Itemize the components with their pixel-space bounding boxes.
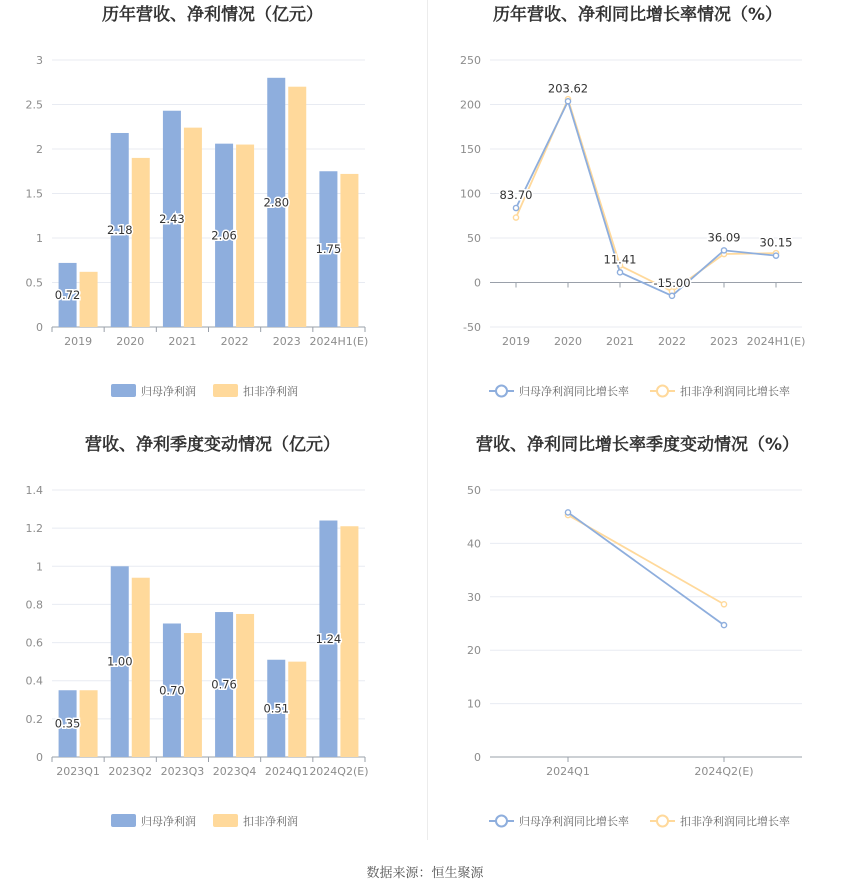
y-tick-label: 2 bbox=[36, 143, 43, 156]
legend-label: 归母净利润同比增长率 bbox=[519, 385, 629, 398]
bar-deducted-net-profit bbox=[340, 174, 358, 327]
y-tick-label: 150 bbox=[460, 143, 481, 156]
x-tick-label: 2023 bbox=[272, 335, 301, 348]
x-tick-label: 2020 bbox=[554, 335, 582, 348]
legend-swatch-marker bbox=[496, 386, 507, 397]
bar-data-label: 1.00 bbox=[106, 654, 133, 669]
y-tick-label: 3 bbox=[36, 54, 43, 67]
legend-swatch bbox=[213, 814, 238, 827]
x-tick-label: 2022 bbox=[220, 335, 249, 348]
point-deducted-growth bbox=[513, 215, 518, 220]
y-tick-label: 0 bbox=[474, 751, 481, 764]
y-tick-label: 0.2 bbox=[25, 712, 43, 726]
bar-data-label: 0.76 bbox=[211, 677, 237, 692]
chart-title: 营收、净利季度变动情况（亿元） bbox=[85, 435, 340, 455]
bar-data-label: 0.70 bbox=[159, 683, 185, 698]
bar-data-label: 1.75 bbox=[315, 242, 342, 257]
point-attributable-growth bbox=[565, 99, 570, 104]
bar-data-label: 2.80 bbox=[263, 195, 290, 210]
bar-deducted-net-profit bbox=[340, 526, 358, 757]
y-tick-label: 2.5 bbox=[25, 98, 43, 112]
bar-deducted-net-profit bbox=[236, 145, 254, 327]
legend-swatch-marker bbox=[657, 386, 668, 397]
y-tick-label: 200 bbox=[460, 98, 481, 112]
bar-deducted-net-profit bbox=[184, 633, 202, 757]
y-tick-label: 0.4 bbox=[25, 674, 43, 688]
x-tick-label: 2023 bbox=[710, 335, 738, 348]
bar-deducted-net-profit bbox=[288, 87, 306, 327]
y-tick-label: -50 bbox=[463, 321, 481, 334]
x-tick-label: 2021 bbox=[168, 335, 197, 348]
y-tick-label: 0 bbox=[36, 321, 43, 334]
y-tick-label: 0.6 bbox=[25, 636, 43, 650]
chart-title: 历年营收、净利情况（亿元） bbox=[102, 5, 323, 25]
x-tick-label: 2024H1(E) bbox=[746, 335, 806, 348]
x-tick-label: 2020 bbox=[116, 335, 145, 348]
line-data-label: 11.41 bbox=[603, 252, 637, 267]
y-tick-label: 50 bbox=[467, 484, 481, 497]
y-tick-label: 50 bbox=[467, 232, 481, 245]
point-attributable-growth bbox=[721, 623, 726, 628]
line-data-label: 83.70 bbox=[499, 188, 533, 203]
x-tick-label: 2024Q1 bbox=[546, 765, 590, 778]
line-data-label: 36.09 bbox=[707, 230, 741, 245]
x-tick-label: 2024H1(E) bbox=[309, 335, 369, 348]
chart-title: 历年营收、净利同比增长率情况（%） bbox=[492, 5, 783, 25]
point-attributable-growth bbox=[773, 253, 778, 258]
y-tick-label: 40 bbox=[467, 537, 481, 551]
point-deducted-growth bbox=[721, 602, 726, 607]
bar-deducted-net-profit bbox=[184, 128, 202, 327]
quarterly-growth-line-chart bbox=[425, 430, 850, 860]
legend-swatch bbox=[111, 384, 136, 397]
y-tick-label: 250 bbox=[460, 54, 481, 67]
data-source-note: 数据来源：恒生聚源 bbox=[366, 866, 484, 881]
legend-swatch bbox=[111, 814, 136, 827]
point-attributable-growth bbox=[669, 293, 674, 298]
y-tick-label: 1 bbox=[36, 560, 43, 574]
quarterly-profit-bar-svg bbox=[0, 430, 425, 860]
bar-deducted-net-profit bbox=[236, 614, 254, 757]
point-attributable-growth bbox=[565, 510, 570, 515]
y-tick-label: 0 bbox=[474, 276, 481, 290]
x-tick-label: 2019 bbox=[502, 335, 530, 348]
bar-deducted-net-profit bbox=[132, 578, 150, 757]
quarterly-profit-bar-chart bbox=[0, 430, 425, 860]
annual-profit-bar-svg bbox=[0, 0, 425, 430]
y-tick-label: 1 bbox=[36, 232, 43, 245]
bar-data-label: 0.72 bbox=[54, 287, 81, 302]
bar-data-label: 2.18 bbox=[106, 222, 133, 237]
x-tick-label: 2023Q2 bbox=[108, 765, 153, 778]
line-data-label: 30.15 bbox=[759, 235, 793, 250]
y-tick-label: 1.4 bbox=[25, 484, 43, 497]
point-attributable-growth bbox=[513, 205, 518, 210]
legend-label: 归母净利润 bbox=[141, 385, 196, 398]
bar-deducted-net-profit bbox=[80, 690, 98, 757]
line-data-label: 203.62 bbox=[547, 81, 589, 96]
x-tick-label: 2023Q1 bbox=[56, 765, 100, 778]
line-data-label: -15.00 bbox=[653, 275, 691, 290]
x-tick-label: 2019 bbox=[64, 335, 93, 348]
bar-data-label: 2.06 bbox=[211, 228, 237, 243]
x-tick-label: 2024Q2(E) bbox=[694, 765, 754, 778]
x-tick-label: 2023Q4 bbox=[212, 765, 257, 778]
annual-growth-line-chart bbox=[425, 0, 850, 430]
bar-data-label: 2.43 bbox=[159, 211, 185, 226]
x-tick-label: 2024Q2(E) bbox=[309, 765, 369, 778]
point-attributable-growth bbox=[617, 270, 622, 275]
quarterly-growth-line-svg bbox=[425, 430, 850, 860]
bar-data-label: 0.51 bbox=[263, 701, 290, 716]
point-attributable-growth bbox=[721, 248, 726, 253]
legend-label: 扣非净利润 bbox=[243, 815, 298, 828]
x-tick-label: 2021 bbox=[606, 335, 634, 348]
annual-profit-bar-chart bbox=[0, 0, 425, 430]
y-tick-label: 10 bbox=[467, 697, 481, 711]
x-tick-label: 2022 bbox=[658, 335, 686, 348]
bar-deducted-net-profit bbox=[80, 272, 98, 327]
bar-data-label: 1.24 bbox=[315, 631, 342, 646]
line-attributable-growth bbox=[568, 512, 724, 625]
legend-label: 归母净利润 bbox=[141, 815, 196, 828]
legend-label: 扣非净利润同比增长率 bbox=[680, 385, 790, 398]
chart-title: 营收、净利同比增长率季度变动情况（%） bbox=[475, 435, 800, 455]
y-tick-label: 100 bbox=[460, 187, 481, 201]
y-tick-label: 30 bbox=[467, 590, 481, 604]
y-tick-label: 20 bbox=[467, 644, 481, 658]
y-tick-label: 0.5 bbox=[25, 276, 43, 290]
x-tick-label: 2023Q3 bbox=[160, 765, 205, 778]
bar-deducted-net-profit bbox=[288, 662, 306, 757]
legend-swatch-marker bbox=[496, 816, 507, 827]
annual-growth-line-svg bbox=[425, 0, 850, 430]
bar-deducted-net-profit bbox=[132, 158, 150, 327]
bar-data-label: 0.35 bbox=[54, 716, 81, 731]
y-tick-label: 0.8 bbox=[25, 598, 43, 612]
y-tick-label: 1.5 bbox=[25, 187, 43, 201]
legend-label: 扣非净利润 bbox=[243, 385, 298, 398]
legend-label: 归母净利润同比增长率 bbox=[519, 815, 629, 828]
legend-label: 扣非净利润同比增长率 bbox=[680, 815, 790, 828]
y-tick-label: 1.2 bbox=[25, 522, 43, 536]
legend-swatch-marker bbox=[657, 816, 668, 827]
x-tick-label: 2024Q1 bbox=[264, 765, 309, 778]
y-tick-label: 0 bbox=[36, 751, 43, 764]
legend-swatch bbox=[213, 384, 238, 397]
